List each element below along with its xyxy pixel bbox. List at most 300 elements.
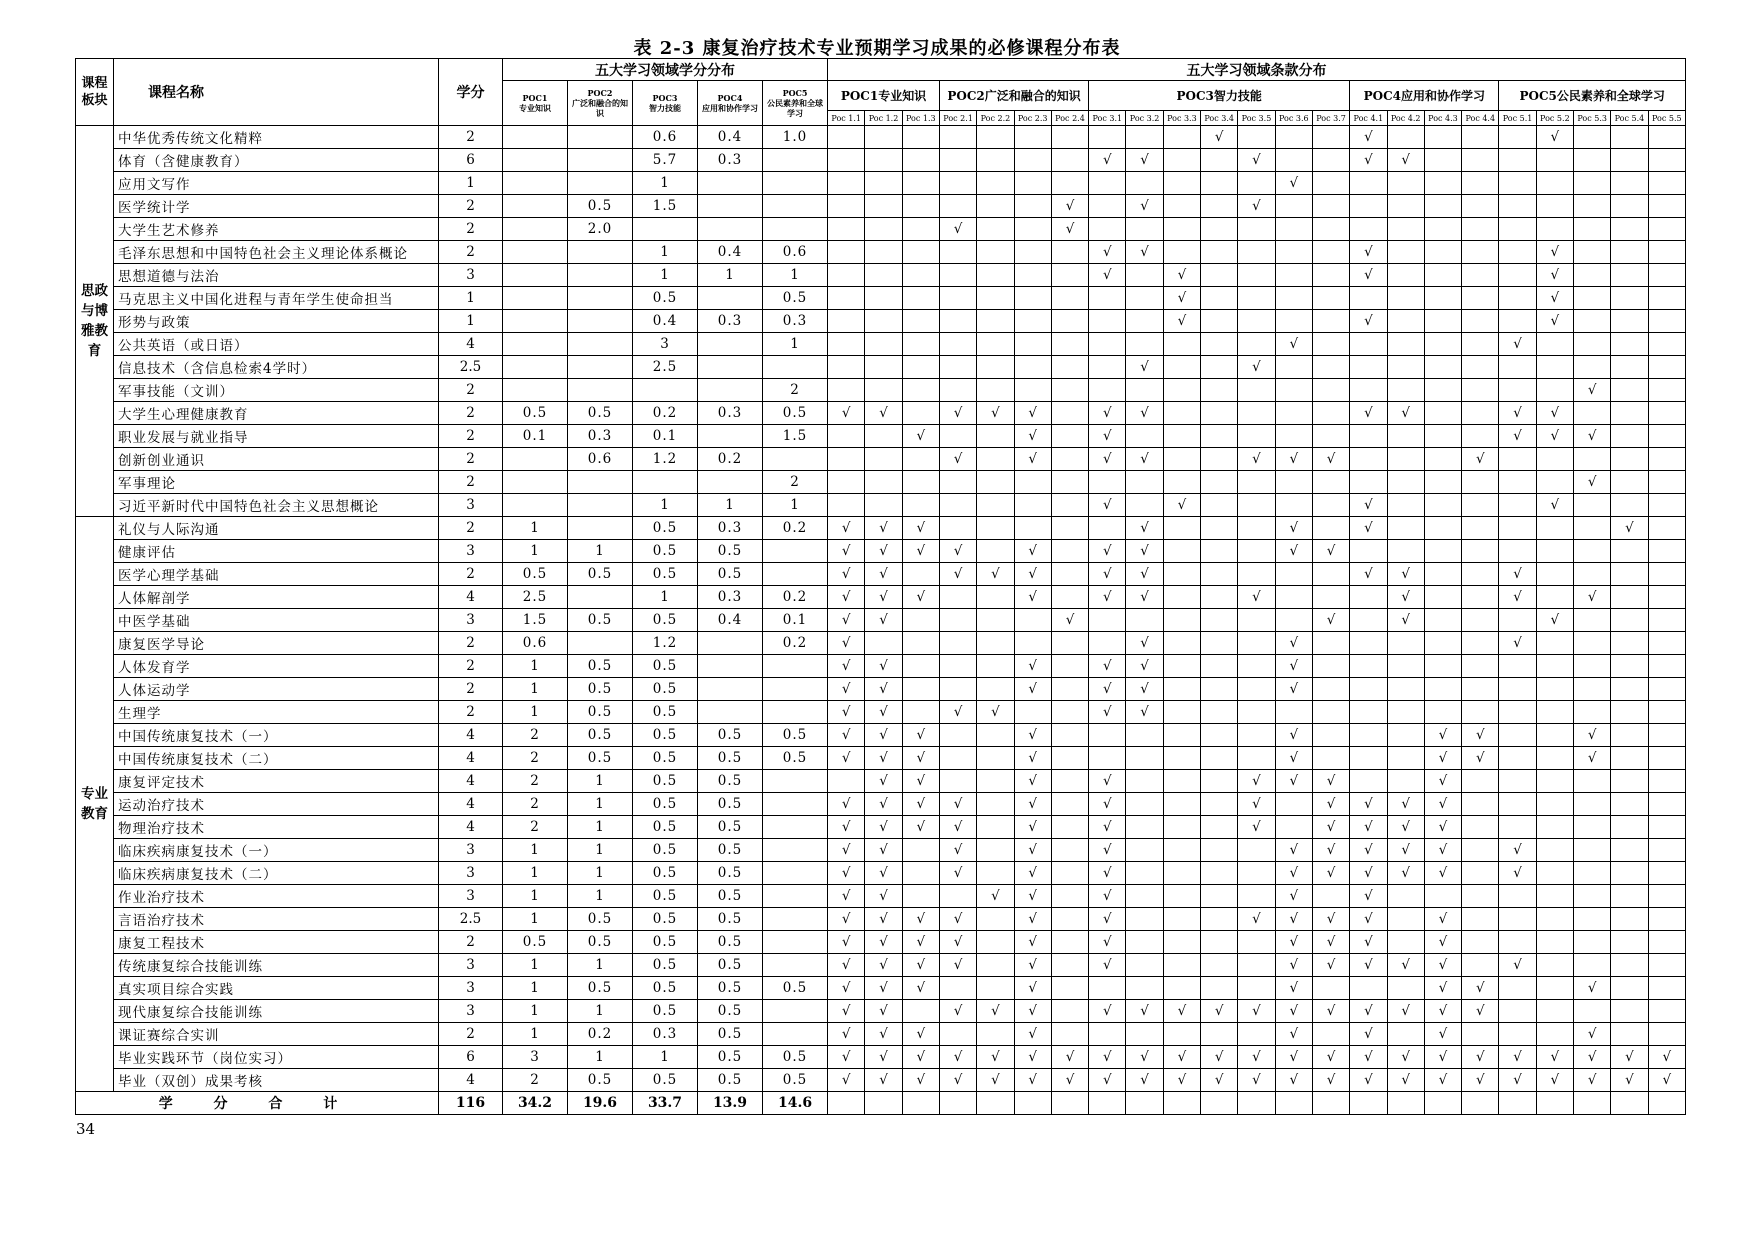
table-row	[76, 310, 1686, 333]
clause-check-cell	[828, 448, 865, 471]
clause-check-cell	[1499, 126, 1536, 149]
check-mark: √	[1424, 1046, 1461, 1069]
clause-check-cell	[977, 908, 1014, 931]
credit-dist-cell: 1	[503, 678, 568, 701]
credit-dist-cell: 0.5	[698, 1046, 763, 1069]
clause-check-cell	[1387, 425, 1424, 448]
sub-clause-header: Poc 4.1	[1350, 111, 1387, 126]
clause-check-cell	[828, 264, 865, 287]
clause-check-cell	[1163, 862, 1200, 885]
check-mark: √	[902, 586, 939, 609]
credit-dist-cell: 1.2	[633, 448, 698, 471]
course-credit: 4	[439, 724, 503, 747]
check-mark: √	[902, 977, 939, 1000]
course-name: 思想道德与法治	[114, 264, 439, 287]
credit-dist-cell: 1	[633, 241, 698, 264]
check-mark: √	[1312, 540, 1349, 563]
clause-check-cell	[1536, 172, 1573, 195]
check-mark: √	[1014, 885, 1051, 908]
check-mark: √	[1238, 908, 1275, 931]
clause-check-cell	[1648, 609, 1685, 632]
clause-check-cell	[1611, 540, 1648, 563]
clause-check-cell	[1089, 977, 1126, 1000]
clause-check-cell	[1387, 724, 1424, 747]
credit-dist-cell	[763, 701, 828, 724]
course-credit: 2	[439, 678, 503, 701]
clause-check-cell	[977, 241, 1014, 264]
clause-check-cell	[902, 172, 939, 195]
check-mark: √	[1499, 1046, 1536, 1069]
clause-check-cell	[1462, 701, 1499, 724]
table-row	[76, 1000, 1686, 1023]
clause-check-cell	[1051, 517, 1088, 540]
clause-check-cell	[1648, 494, 1685, 517]
course-name: 礼仪与人际沟通	[114, 517, 439, 540]
sub-clause-header: Poc 1.2	[865, 111, 902, 126]
clause-check-cell	[1350, 609, 1387, 632]
clause-check-cell	[1126, 724, 1163, 747]
clause-check-cell	[1648, 287, 1685, 310]
course-credit: 4	[439, 586, 503, 609]
table-row	[76, 632, 1686, 655]
clause-check-cell	[939, 747, 976, 770]
credit-dist-cell: 0.5	[633, 816, 698, 839]
clause-check-cell	[1648, 885, 1685, 908]
check-mark: √	[977, 701, 1014, 724]
course-name: 毛泽东思想和中国特色社会主义理论体系概论	[114, 241, 439, 264]
clause-check-cell	[1387, 632, 1424, 655]
clause-check-cell	[1350, 333, 1387, 356]
check-mark: √	[939, 954, 976, 977]
clause-check-cell	[1499, 195, 1536, 218]
check-mark: √	[865, 793, 902, 816]
course-name: 马克思主义中国化进程与青年学生使命担当	[114, 287, 439, 310]
clause-check-cell	[1387, 264, 1424, 287]
check-mark: √	[1089, 839, 1126, 862]
check-mark: √	[1312, 862, 1349, 885]
clause-check-cell	[1499, 540, 1536, 563]
clause-check-cell	[1536, 1023, 1573, 1046]
clause-check-cell	[1536, 655, 1573, 678]
clause-check-cell	[1536, 770, 1573, 793]
check-mark: √	[828, 701, 865, 724]
clause-check-cell	[1536, 448, 1573, 471]
table-row	[76, 333, 1686, 356]
clause-check-cell	[1424, 195, 1461, 218]
check-mark: √	[865, 908, 902, 931]
credit-dist-cell	[503, 264, 568, 287]
clause-check-cell	[939, 678, 976, 701]
check-mark: √	[1312, 839, 1349, 862]
credit-dist-cell: 1	[503, 908, 568, 931]
clause-check-cell	[1014, 241, 1051, 264]
poc-name: 广泛和融合的知识	[572, 98, 628, 118]
check-mark: √	[1163, 287, 1200, 310]
course-name: 创新创业通识	[114, 448, 439, 471]
clause-check-cell	[1312, 287, 1349, 310]
table-row	[76, 678, 1686, 701]
clause-check-cell	[1424, 402, 1461, 425]
table-row	[76, 655, 1686, 678]
clause-check-cell	[1462, 333, 1499, 356]
check-mark: √	[1312, 770, 1349, 793]
credit-dist-cell: 1	[503, 1000, 568, 1023]
credit-dist-cell: 0.5	[633, 1069, 698, 1092]
credit-dist-cell: 0.5	[633, 655, 698, 678]
clause-check-cell	[1089, 632, 1126, 655]
poc-name: 应用和协作学习	[702, 103, 758, 113]
clause-check-cell	[1574, 609, 1611, 632]
table-row	[76, 586, 1686, 609]
clause-check-cell	[1387, 448, 1424, 471]
clause-check-cell	[1163, 609, 1200, 632]
check-mark: √	[1350, 908, 1387, 931]
clause-check-cell	[1051, 310, 1088, 333]
check-mark: √	[1014, 977, 1051, 1000]
check-mark: √	[1201, 1046, 1238, 1069]
clause-check-cell	[1350, 678, 1387, 701]
clause-check-cell	[902, 678, 939, 701]
check-mark: √	[828, 954, 865, 977]
clause-check-cell	[1648, 816, 1685, 839]
clause-check-cell	[1051, 471, 1088, 494]
credit-dist-cell: 0.5	[763, 747, 828, 770]
poc-group-header: POC4应用和协作学习	[1350, 81, 1499, 111]
clause-check-cell	[977, 931, 1014, 954]
clause-check-cell	[1163, 149, 1200, 172]
check-mark: √	[902, 954, 939, 977]
clause-check-cell	[1201, 678, 1238, 701]
clause-check-cell	[1163, 724, 1200, 747]
clause-check-cell	[1051, 655, 1088, 678]
clause-check-cell	[1163, 379, 1200, 402]
check-mark: √	[1574, 425, 1611, 448]
clause-check-cell	[1574, 632, 1611, 655]
credit-dist-cell: 2	[763, 379, 828, 402]
check-mark: √	[1275, 655, 1312, 678]
clause-check-cell	[977, 195, 1014, 218]
table-row	[76, 977, 1686, 1000]
clause-check-cell	[1238, 172, 1275, 195]
clause-check-cell	[1312, 172, 1349, 195]
clause-check-cell	[1275, 609, 1312, 632]
check-mark: √	[1089, 1046, 1126, 1069]
check-mark: √	[1126, 195, 1163, 218]
credit-dist-cell: 0.5	[698, 1023, 763, 1046]
clause-check-cell	[902, 149, 939, 172]
total-empty-cell	[1648, 1092, 1685, 1115]
check-mark: √	[902, 770, 939, 793]
check-mark: √	[1014, 1000, 1051, 1023]
clause-check-cell	[1574, 678, 1611, 701]
sub-clause-header: Poc 2.3	[1014, 111, 1051, 126]
check-mark: √	[1462, 747, 1499, 770]
clause-check-cell	[1126, 609, 1163, 632]
clause-check-cell	[1648, 218, 1685, 241]
credit-dist-cell: 1	[568, 839, 633, 862]
credit-dist-cell: 0.5	[633, 977, 698, 1000]
credit-dist-cell: 3	[503, 1046, 568, 1069]
clause-check-cell	[1499, 931, 1536, 954]
clause-check-cell	[1201, 1023, 1238, 1046]
course-credit: 2	[439, 379, 503, 402]
credit-dist-cell: 1	[503, 1023, 568, 1046]
clause-check-cell	[1163, 402, 1200, 425]
total-dist-cell: 19.6	[568, 1092, 633, 1115]
clause-check-cell	[1201, 540, 1238, 563]
clause-check-cell	[1051, 678, 1088, 701]
clause-check-cell	[1648, 724, 1685, 747]
clause-check-cell	[1648, 793, 1685, 816]
credit-dist-cell: 2	[503, 793, 568, 816]
check-mark: √	[1089, 655, 1126, 678]
clause-check-cell	[1387, 379, 1424, 402]
clause-check-cell	[1051, 724, 1088, 747]
clause-check-cell	[1648, 678, 1685, 701]
clause-check-cell	[1462, 379, 1499, 402]
clause-check-cell	[1126, 954, 1163, 977]
clause-check-cell	[1014, 333, 1051, 356]
check-mark: √	[1312, 931, 1349, 954]
clause-check-cell	[1499, 908, 1536, 931]
clause-check-cell	[1611, 379, 1648, 402]
clause-check-cell	[1089, 172, 1126, 195]
clause-check-cell	[977, 126, 1014, 149]
table-row	[76, 172, 1686, 195]
clause-check-cell	[1387, 908, 1424, 931]
poc-group-header: POC3智力技能	[1089, 81, 1350, 111]
check-mark: √	[1089, 908, 1126, 931]
clause-check-cell	[1163, 126, 1200, 149]
check-mark: √	[1574, 1069, 1611, 1092]
clause-check-cell	[1648, 425, 1685, 448]
credit-dist-cell: 0.5	[763, 1046, 828, 1069]
credit-dist-cell: 0.5	[698, 563, 763, 586]
clause-check-cell	[1462, 954, 1499, 977]
clause-check-cell	[977, 287, 1014, 310]
clause-check-cell	[1611, 793, 1648, 816]
check-mark: √	[1126, 678, 1163, 701]
clause-check-cell	[1462, 425, 1499, 448]
clause-check-cell	[1163, 977, 1200, 1000]
check-mark: √	[1499, 563, 1536, 586]
clause-check-cell	[1574, 287, 1611, 310]
clause-check-cell	[1424, 241, 1461, 264]
credit-dist-cell	[503, 471, 568, 494]
credit-dist-cell	[763, 1023, 828, 1046]
clause-check-cell	[1462, 517, 1499, 540]
clause-check-cell	[1238, 287, 1275, 310]
check-mark: √	[902, 793, 939, 816]
clause-check-cell	[902, 839, 939, 862]
clause-check-cell	[977, 586, 1014, 609]
check-mark: √	[1350, 1069, 1387, 1092]
clause-check-cell	[1462, 540, 1499, 563]
clause-check-cell	[1648, 471, 1685, 494]
clause-check-cell	[1611, 724, 1648, 747]
clause-check-cell	[1051, 839, 1088, 862]
check-mark: √	[902, 724, 939, 747]
sub-clause-header: Poc 5.1	[1499, 111, 1536, 126]
clause-check-cell	[1536, 1000, 1573, 1023]
check-mark: √	[828, 586, 865, 609]
course-name: 信息技术（含信息检索4学时）	[114, 356, 439, 379]
clause-check-cell	[1387, 471, 1424, 494]
check-mark: √	[1275, 1023, 1312, 1046]
clause-check-cell	[1350, 540, 1387, 563]
clause-check-cell	[1648, 770, 1685, 793]
check-mark: √	[865, 701, 902, 724]
clause-check-cell	[1051, 540, 1088, 563]
credit-dist-cell	[568, 632, 633, 655]
total-empty-cell	[1536, 1092, 1573, 1115]
course-credit: 3	[439, 494, 503, 517]
poc-credit-header	[698, 81, 763, 126]
clause-check-cell	[1462, 655, 1499, 678]
credit-dist-cell: 0.5	[633, 885, 698, 908]
credit-dist-cell: 0.3	[698, 310, 763, 333]
course-credit: 4	[439, 816, 503, 839]
check-mark: √	[1089, 540, 1126, 563]
clause-check-cell	[828, 494, 865, 517]
clause-check-cell	[1611, 310, 1648, 333]
clause-check-cell	[1089, 218, 1126, 241]
clause-check-cell	[1574, 356, 1611, 379]
credit-dist-cell	[633, 471, 698, 494]
check-mark: √	[939, 908, 976, 931]
check-mark: √	[1424, 1000, 1461, 1023]
credit-dist-cell: 0.2	[698, 448, 763, 471]
clause-check-cell	[1611, 609, 1648, 632]
clause-check-cell	[1648, 655, 1685, 678]
clause-check-cell	[1499, 1023, 1536, 1046]
table-row	[76, 218, 1686, 241]
credit-dist-cell	[698, 701, 763, 724]
check-mark: √	[977, 885, 1014, 908]
clause-check-cell	[865, 356, 902, 379]
clause-check-cell	[902, 885, 939, 908]
clause-check-cell	[1089, 287, 1126, 310]
clause-check-cell	[1163, 425, 1200, 448]
course-name-header: 课程名称	[114, 59, 439, 126]
clause-check-cell	[1051, 747, 1088, 770]
clause-check-cell	[1238, 632, 1275, 655]
clause-check-cell	[1462, 494, 1499, 517]
clause-check-cell	[1424, 310, 1461, 333]
table-title: 表 2-3 康复治疗技术专业预期学习成果的必修课程分布表	[633, 38, 1121, 59]
table-row	[76, 1046, 1686, 1069]
check-mark: √	[1611, 1069, 1648, 1092]
clause-check-cell	[1387, 333, 1424, 356]
credit-dist-cell: 1	[568, 885, 633, 908]
table-row	[76, 839, 1686, 862]
credit-dist-cell: 0.5	[633, 609, 698, 632]
clause-check-cell	[1611, 494, 1648, 517]
check-mark: √	[1089, 770, 1126, 793]
clause-check-cell	[939, 149, 976, 172]
clause-check-cell	[1163, 172, 1200, 195]
table-row	[76, 862, 1686, 885]
clause-check-cell	[1051, 862, 1088, 885]
credit-dist-cell: 0.5	[698, 908, 763, 931]
credit-dist-cell: 0.5	[633, 563, 698, 586]
check-mark: √	[1387, 793, 1424, 816]
check-mark: √	[865, 885, 902, 908]
course-name: 毕业实践环节（岗位实习）	[114, 1046, 439, 1069]
clause-check-cell	[865, 172, 902, 195]
course-credit: 4	[439, 333, 503, 356]
clause-check-cell	[1312, 149, 1349, 172]
check-mark: √	[1648, 1069, 1685, 1092]
check-mark: √	[1350, 517, 1387, 540]
check-mark: √	[1126, 241, 1163, 264]
check-mark: √	[865, 862, 902, 885]
check-mark: √	[1611, 1046, 1648, 1069]
clause-check-cell	[1611, 126, 1648, 149]
check-mark: √	[865, 540, 902, 563]
check-mark: √	[1126, 701, 1163, 724]
credit-dist-cell	[763, 540, 828, 563]
clause-check-cell	[1238, 724, 1275, 747]
check-mark: √	[828, 632, 865, 655]
check-mark: √	[1275, 724, 1312, 747]
table-row	[76, 425, 1686, 448]
table-row	[76, 287, 1686, 310]
credit-dist-cell: 0.3	[698, 517, 763, 540]
table-row	[76, 402, 1686, 425]
course-name: 形势与政策	[114, 310, 439, 333]
block-label-line: 雅教	[81, 323, 108, 339]
check-mark: √	[1126, 540, 1163, 563]
check-mark: √	[1238, 356, 1275, 379]
course-name: 作业治疗技术	[114, 885, 439, 908]
sub-clause-header: Poc 4.4	[1462, 111, 1499, 126]
credit-dist-cell: 1	[503, 540, 568, 563]
check-mark: √	[1424, 954, 1461, 977]
check-mark: √	[1424, 1069, 1461, 1092]
credit-dist-cell: 0.5	[633, 770, 698, 793]
clause-check-cell	[1462, 770, 1499, 793]
clause-check-cell	[1238, 1023, 1275, 1046]
check-mark: √	[1424, 1023, 1461, 1046]
clause-check-cell	[1089, 471, 1126, 494]
credit-dist-cell: 0.5	[568, 678, 633, 701]
clause-check-cell	[1051, 448, 1088, 471]
clause-check-cell	[1462, 632, 1499, 655]
check-mark: √	[1201, 1000, 1238, 1023]
clause-check-cell	[977, 655, 1014, 678]
clause-check-cell	[1424, 172, 1461, 195]
check-mark: √	[1275, 885, 1312, 908]
check-mark: √	[1574, 586, 1611, 609]
clause-check-cell	[1611, 195, 1648, 218]
clause-check-cell	[1499, 655, 1536, 678]
clause-check-cell	[1014, 632, 1051, 655]
course-name: 毕业（双创）成果考核	[114, 1069, 439, 1092]
clause-check-cell	[1387, 931, 1424, 954]
course-name: 医学统计学	[114, 195, 439, 218]
clause-check-cell	[1574, 954, 1611, 977]
course-name: 公共英语（或日语）	[114, 333, 439, 356]
table-row	[76, 126, 1686, 149]
clause-check-cell	[939, 609, 976, 632]
check-mark: √	[1350, 264, 1387, 287]
clause-check-cell	[1462, 586, 1499, 609]
credit-dist-cell: 0.5	[568, 1069, 633, 1092]
clause-check-cell	[1126, 126, 1163, 149]
check-mark: √	[1126, 448, 1163, 471]
clause-check-cell	[828, 770, 865, 793]
